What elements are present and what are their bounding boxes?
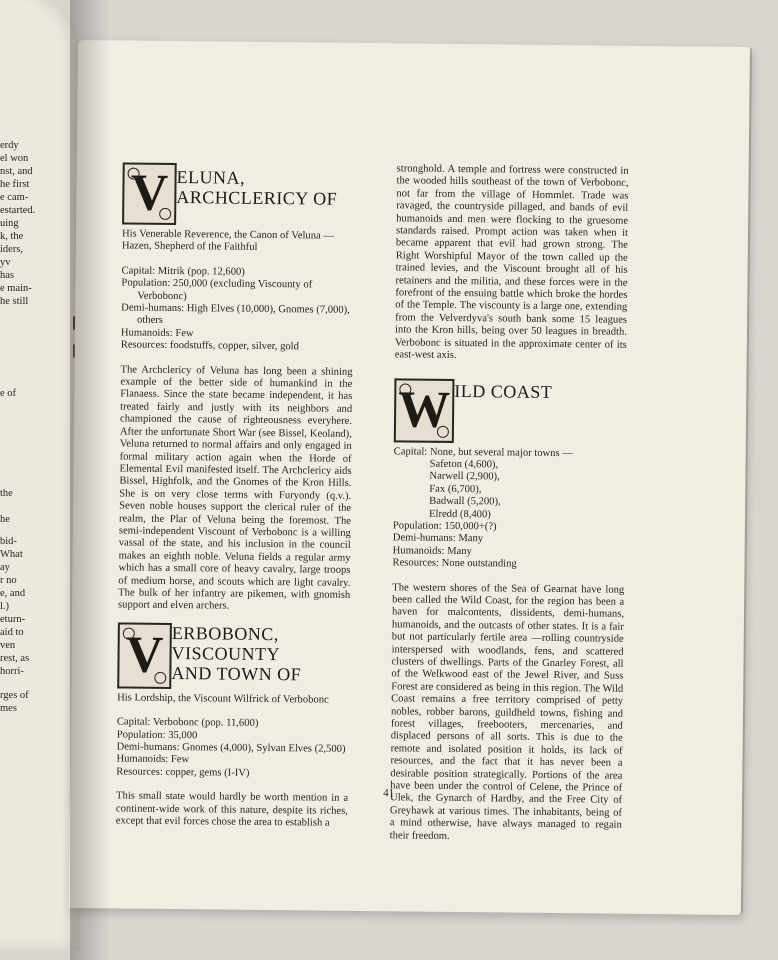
wild-coast-demihumans: Demi-humans: Many — [392, 532, 484, 545]
facing-left-page — [0, 0, 80, 950]
left-text-fragment: What — [0, 549, 23, 560]
verbobonc-body: This small state would hardly be worth mention in a continent-wide work of this nature, despite its riches, except that evil forces chose the area to establish a — [115, 790, 349, 829]
verbobonc-title-line1: ERBOBONC, — [171, 622, 279, 644]
page-number: 41 — [383, 787, 395, 800]
wild-coast-town: Elredd (8,400) — [429, 508, 491, 520]
verbobonc-dropcap: V — [117, 622, 172, 689]
wild-coast-humanoids: Humanoids: Many — [392, 545, 472, 557]
verbobonc-capital: Capital: Verbobonc (pop. 11,600) — [116, 716, 259, 730]
verbobonc-body-continued: stronghold. A temple and fortress were constructed in the wooded hills southeast of the town of Verbobonc, not far from the village of Hommlet. Trade was ravaged, the countryside pillaged, and bands of evil humanoids and men were flocking to the gruesome standards raised. Prompt action was taken when it became apparent that evil had grown strong. The Right Worshipful Mayor of the town called up the trained levies, and the Viscount brought all of his retainers and the militia, and these forces were in the forefront of the ensuing battle which broke the hordes of the Temple. The viscounty is a large one, extending from the Velverdyva's south bank some 15 leagues into the Kron hills, being over 50 leagues in breadth. Verbobonc is situated in the approximate center of its east-west axis. — [394, 163, 629, 362]
left-text-fragment: uing — [0, 218, 19, 229]
left-text-fragment: ay — [0, 562, 10, 573]
left-text-fragment: rest, as — [0, 653, 30, 664]
wild-coast-title: ILD COAST — [454, 380, 553, 402]
left-text-fragment: nst, and — [0, 166, 33, 177]
wild-coast-resources: Resources: None outstanding — [392, 557, 517, 570]
left-text-fragment: yv — [0, 257, 11, 268]
wild-coast-capital: Capital: None, but several major towns — — [393, 445, 573, 459]
left-text-fragment: he first — [0, 179, 30, 190]
left-text-fragment: horri- — [0, 666, 24, 677]
left-text-fragment: ven — [0, 640, 16, 651]
verbobonc-demihumans: Demi-humans: Gnomes (4,000), Sylvan Elves (2,500) — [116, 741, 346, 755]
wild-coast-town: Fax (6,700), — [429, 483, 482, 495]
left-text-fragment: aid to — [0, 627, 24, 638]
left-text-fragment: iders, — [0, 244, 24, 255]
left-text-fragment: eturn- — [0, 614, 26, 625]
wild-coast-population: Population: 150,000+(?) — [392, 520, 497, 533]
veluna-demihumans: Demi-humans: High Elves (10,000), Gnomes (7,000), — [121, 302, 350, 316]
right-column — [390, 163, 629, 844]
wild-coast-dropcap: W — [394, 378, 455, 443]
veluna-ruler: His Venerable Reverence, the Canon of Veluna — — [121, 228, 335, 242]
left-column — [116, 162, 355, 830]
wild-coast-town: Narwell (2,900), — [429, 471, 500, 483]
left-text-fragment: he — [0, 514, 10, 525]
right-page — [69, 40, 750, 915]
left-text-fragment: e main- — [0, 283, 32, 294]
veluna-resources: Resources: foodstuffs, copper, silver, gold — [120, 339, 299, 353]
left-text-fragment: k, the — [0, 231, 24, 242]
left-text-fragment: erdy — [0, 140, 19, 151]
left-text-fragment: rges of — [0, 690, 29, 701]
verbobonc-humanoids: Humanoids: Few — [116, 753, 190, 766]
left-text-fragment: el won — [0, 153, 29, 164]
veluna-demihumans-2: others — [137, 315, 164, 327]
wild-coast-town: Safeton (4,600), — [429, 458, 499, 471]
verbobonc-ruler: His Lordship, the Viscount Wilfrick of Verbobonc — [117, 692, 329, 706]
veluna-ruler-2: Hazen, Shepherd of the Faithful — [121, 240, 258, 254]
left-text-fragment: l.) — [0, 601, 10, 612]
veluna-population: Population: 250,000 (excluding Viscounty of — [121, 277, 313, 291]
veluna-body: The Archclericy of Veluna has long been a shining example of the better side of humankind in the Flanaess. Since the state became independent, it has treated fairly and justly with its neighbors and championed the cause of righteousness everyhere. After the unfortunate Short War (see Bissel, Keoland), Veluna returned to normal affairs and only engaged in formal military action again when the Horde of Elemental Evil manifested itself. The Archclericy aids Bissel, Highfolk, and the Gnomes of the Kron Hills. She is on very close terms with Furyondy (q.v.). Seven noble houses support the clerical ruler of the realm, the Plar of Veluna being the foremost. The semi-independent Viscount of Verbobonc is a willing vassal of the state, and his inclusion in the council makes an eighth noble. Veluna fields a regular army which has a small core of heavy cavalry, large troops of medium horse, and scouts which are light cavalry. The bulk of her infantry are pikemen, with gnomish support and elven archers. — [118, 364, 353, 612]
veluna-population-2: Verbobonc) — [137, 290, 187, 302]
left-text-fragment: mes — [0, 703, 17, 714]
left-text-fragment: estarted. — [0, 205, 36, 216]
wild-coast-body: The western shores of the Sea of Gearnat have long been called the Wild Coast, for the region has been a haven for malcontents, dissidents, demi-humans, humanoids, and the outcasts of other states. It is a fair but not particularly fertile area —rolling countryside interspersed with woodlands, fens, and scattered clusters of dwellings. Parts of the Gnarley Forest, all of the Welkwood east of the Jewel River, and Suss Forest are considered as being in this region. The Wild Coast remains a free territory comprised of petty nobles, robber barons, guildheld towns, fishing and forest villages, freebooters, mercenaries, and displaced persons of all sorts. This is due to the remote and isolated position it holds, its lack of resources, and the fact that it has never been a desirable position strategically. Portions of the area have been under the control of Celene, the Prince of Ulek, the Gynarch of Hardby, and the Free City of Greyhawk at various times. The inhabitants, being of a mind otherwise, have always managed to regain their freedom. — [389, 581, 625, 842]
wild-coast-town: Badwall (5,200), — [429, 495, 501, 508]
left-text-fragment: bid- — [0, 536, 17, 547]
left-text-fragment: e cam- — [0, 192, 29, 203]
verbobonc-title-line3: AND TOWN OF — [171, 662, 302, 685]
verbobonc-heading — [117, 622, 350, 690]
veluna-title-line1: ELUNA, — [176, 167, 246, 188]
verbobonc-population: Population: 35,000 — [116, 729, 198, 741]
veluna-dropcap: V — [122, 162, 177, 225]
veluna-humanoids: Humanoids: Few — [120, 327, 194, 340]
left-text-fragment: e of — [0, 388, 17, 399]
veluna-heading — [122, 162, 355, 226]
left-text-fragment: e, and — [0, 588, 26, 599]
left-text-fragment: has — [0, 270, 14, 281]
left-text-fragment: r no — [0, 575, 17, 586]
verbobonc-title-line2: VISCOUNTY — [171, 642, 281, 664]
wild-coast-heading — [394, 378, 627, 444]
verbobonc-resources: Resources: copper, gems (I-IV) — [116, 766, 250, 779]
left-text-fragment: the — [0, 488, 13, 499]
left-text-fragment: he still — [0, 296, 29, 307]
veluna-title-line2: ARCHCLERICY OF — [176, 187, 338, 209]
veluna-capital: Capital: Mitrik (pop. 12,600) — [121, 265, 245, 278]
